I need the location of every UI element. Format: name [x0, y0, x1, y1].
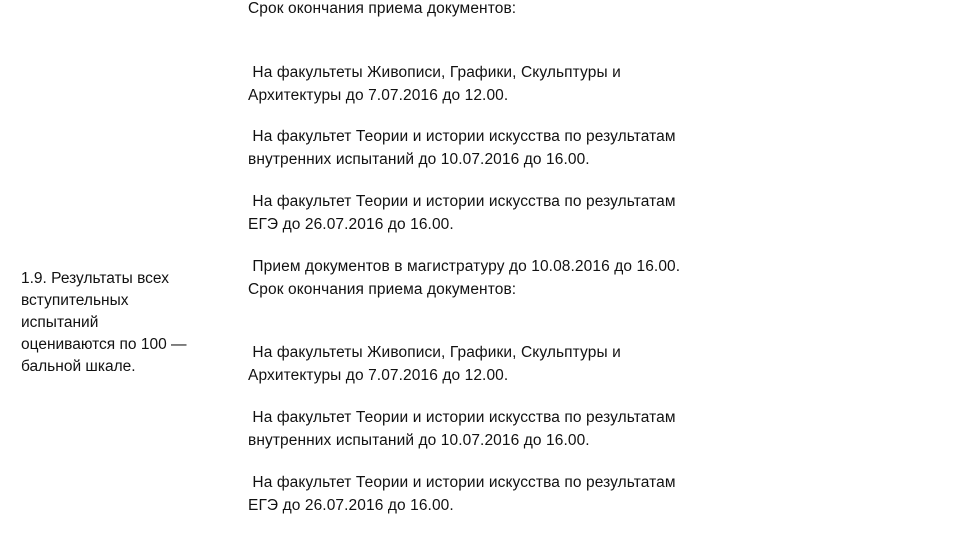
- deadline-block-theory-internal: На факультет Теории и истории искусства по результатам внутренних испытаний до 10.07.2016 до 16.00.: [248, 128, 676, 168]
- left-note-text: 1.9. Результаты всех вступительных испытаний оцениваются по 100 — бальной шкале.: [21, 269, 187, 375]
- deadline-block-theory-ege-2: На факультет Теории и истории искусства по результатам ЕГЭ до 26.07.2016 до 16.00.: [248, 474, 676, 514]
- deadline-block-theory-ege: На факультет Теории и истории искусства по результатам ЕГЭ до 26.07.2016 до 16.00.: [248, 193, 676, 233]
- deadline-block-theory-internal-2: На факультет Теории и истории искусства по результатам внутренних испытаний до 10.07.2016 до 16.00.: [248, 409, 676, 449]
- deadline-heading-top: Срок окончания приема документов:: [248, 0, 517, 17]
- deadline-block-painting: На факультеты Живописи, Графики, Скульптуры и Архитектуры до 7.07.2016 до 12.00.: [248, 64, 621, 104]
- deadline-block-masters: Прием документов в магистратуру до 10.08.2016 до 16.00. Срок окончания приема документов:: [248, 258, 681, 298]
- deadline-block-painting-2: На факультеты Живописи, Графики, Скульптуры и Архитектуры до 7.07.2016 до 12.00.: [248, 344, 621, 384]
